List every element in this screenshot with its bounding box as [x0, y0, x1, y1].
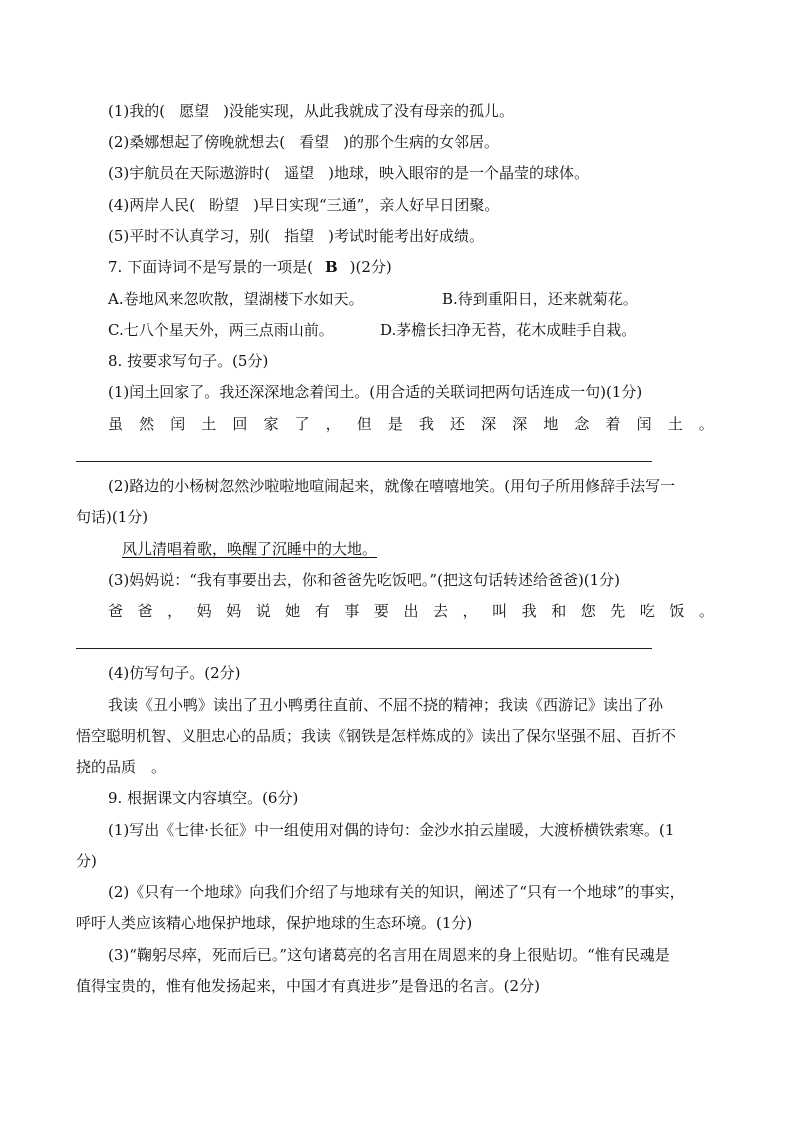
- q7-option-b: B.待到重阳日，还来就菊花。: [442, 290, 638, 308]
- q6-item-2-post: )的那个生病的女邻居。: [343, 133, 499, 151]
- answer-char: 念: [574, 415, 590, 433]
- answer-char: 您: [580, 602, 596, 620]
- q9-p1-line1: (1)写出《七律·长征》中一组使用对偶的诗句：金沙水拍云崖暖，大渡桥横铁索寒。(1: [108, 821, 675, 839]
- answer-char: 还: [450, 415, 466, 433]
- answer-char: 地: [543, 415, 559, 433]
- answer-char: 是: [387, 415, 403, 433]
- answer-char: 。: [698, 602, 714, 620]
- q9-p3-line1: (3)“鞠躬尽瘁，死而后已。”这句诸葛亮的名言用在周恩来的身上很贴切。“惟有民魂是: [108, 946, 670, 964]
- q8-s1-answer: [108, 413, 714, 435]
- q9-p2-line2: 呼吁人类应该精心地保护地球，保护地球的生态环境。(1分): [76, 914, 473, 932]
- q7-option-d: D.茅檐长扫净无苔，花木成畦手自栽。: [380, 321, 637, 339]
- q6-item-3-post: )地球，映入眼帘的是一个晶莹的球体。: [328, 164, 589, 182]
- q9-p2-line1: (2)《只有一个地球》向我们介绍了与地球有关的知识，阐述了“只有一个地球”的事实，: [108, 883, 685, 901]
- answer-char: 和: [551, 602, 567, 620]
- q6-item-4-post: )早日实现“三通”，亲人好早日团聚。: [253, 196, 500, 214]
- q6-item-1-answer: 愿望: [179, 102, 210, 120]
- q8-s2-prompt-line1: (2)路边的小杨树忽然沙啦啦地喧闹起来，就像在嘻嘻地笑。(用句子所用修辞手法写一: [108, 477, 676, 495]
- answer-char: 饭: [669, 602, 685, 620]
- answer-char: 妈: [226, 602, 242, 620]
- q6-item-2-pre: (2)桑娜想起了傍晚就想去(: [108, 133, 286, 151]
- q6-item-2-answer: 看望: [299, 133, 330, 151]
- q8-s2-answer-text: 风儿清唱着歌，唤醒了沉睡中的大地。: [122, 540, 378, 558]
- answer-char: 先: [610, 602, 626, 620]
- q6-item-1: [108, 100, 514, 122]
- answer-char: 土: [201, 415, 217, 433]
- q6-item-2: [108, 131, 499, 153]
- q6-item-3-answer: 遥望: [284, 164, 315, 182]
- q9-title: 9. 根据课文内容填空。(6分): [108, 789, 299, 807]
- answer-char: 事: [344, 602, 360, 620]
- q7-stem-pre: 7. 下面诗词不是写景的一项是(: [108, 258, 313, 276]
- q7-answer: B: [324, 258, 338, 276]
- answer-char: 要: [373, 602, 389, 620]
- answer-char: 深: [512, 415, 528, 433]
- q9-p3-line2: 值得宝贵的，惟有他发扬起来，中国才有真进步”是鲁迅的名言。(2分): [76, 977, 540, 995]
- answer-char: 她: [285, 602, 301, 620]
- q6-item-5: [108, 225, 484, 247]
- q8-s4-text-line2: 悟空聪明机智、义胆忠心的品质；我读《钢铁是怎样炼成的》读出了保尔坚强不屈、百折不: [76, 727, 677, 745]
- q8-s3-prompt: (3)妈妈说：“我有事要出去，你和爸爸先吃饭吧。”(把这句话转述给爸爸)(1分): [108, 571, 621, 589]
- q6-item-3-pre: (3)宇航员在天际遨游时(: [108, 164, 271, 182]
- answer-char: 我: [418, 415, 434, 433]
- answer-char: 我: [521, 602, 537, 620]
- answer-char: 爸: [137, 602, 153, 620]
- q9-p1-line2: 分): [76, 852, 97, 870]
- answer-char: 然: [139, 415, 155, 433]
- q6-item-1-post: )没能实现，从此我就成了没有母亲的孤儿。: [223, 102, 514, 120]
- q6-item-4: [108, 194, 499, 216]
- q8-s4-text-line3: 挠的品质 。: [76, 758, 167, 776]
- q6-item-5-post: )考试时能考出好成绩。: [328, 227, 484, 245]
- answer-line-2: [76, 648, 652, 649]
- q6-item-1-pre: (1)我的(: [108, 102, 166, 120]
- q7-option-c: C.七八个星天外，两三点雨山前。: [108, 321, 334, 339]
- answer-line-1: [76, 461, 652, 462]
- answer-char: 妈: [196, 602, 212, 620]
- q8-title: 8. 按要求写句子。(5分): [108, 352, 269, 370]
- answer-char: 闰: [636, 415, 652, 433]
- q8-s1-prompt: (1)闰土回家了。我还深深地念着闰土。(用合适的关联词把两句话连成一句)(1分): [108, 383, 643, 401]
- q6-item-3: [108, 162, 589, 184]
- q6-item-4-answer: 盼望: [209, 196, 240, 214]
- answer-char: 。: [698, 415, 714, 433]
- answer-char: 虽: [108, 415, 124, 433]
- answer-char: 去: [433, 602, 449, 620]
- q8-s2-answer: [108, 538, 377, 560]
- answer-char: 家: [263, 415, 279, 433]
- answer-char: 但: [356, 415, 372, 433]
- answer-char: 吃: [639, 602, 655, 620]
- q8-s3-answer: [108, 600, 714, 622]
- answer-char: 出: [403, 602, 419, 620]
- q6-item-4-pre: (4)两岸人民(: [108, 196, 196, 214]
- answer-char: 闰: [170, 415, 186, 433]
- answer-char: 了: [294, 415, 310, 433]
- answer-char: 说: [255, 602, 271, 620]
- q7-stem-post: )(2分): [349, 258, 392, 276]
- q6-item-5-answer: 指望: [284, 227, 315, 245]
- answer-char: 着: [605, 415, 621, 433]
- q8-s4-prompt: (4)仿写句子。(2分): [108, 664, 241, 682]
- answer-char: 叫: [492, 602, 508, 620]
- answer-char: 回: [232, 415, 248, 433]
- answer-char: 爸: [108, 602, 124, 620]
- answer-char: ，: [325, 415, 341, 433]
- q8-s2-prompt-line2: 句话)(1分): [76, 508, 149, 526]
- q8-s4-text-line1: 我读《丑小鸭》读出了丑小鸭勇往直前、不屈不挠的精神；我读《西游记》读出了孙: [108, 696, 664, 714]
- q7-stem: [108, 256, 392, 278]
- answer-char: 土: [667, 415, 683, 433]
- answer-char: 深: [481, 415, 497, 433]
- q7-option-a: A.卷地风来忽吹散，望湖楼下水如天。: [108, 290, 364, 308]
- answer-char: ，: [167, 602, 183, 620]
- answer-char: ，: [462, 602, 478, 620]
- q6-item-5-pre: (5)平时不认真学习，别(: [108, 227, 271, 245]
- answer-char: 有: [314, 602, 330, 620]
